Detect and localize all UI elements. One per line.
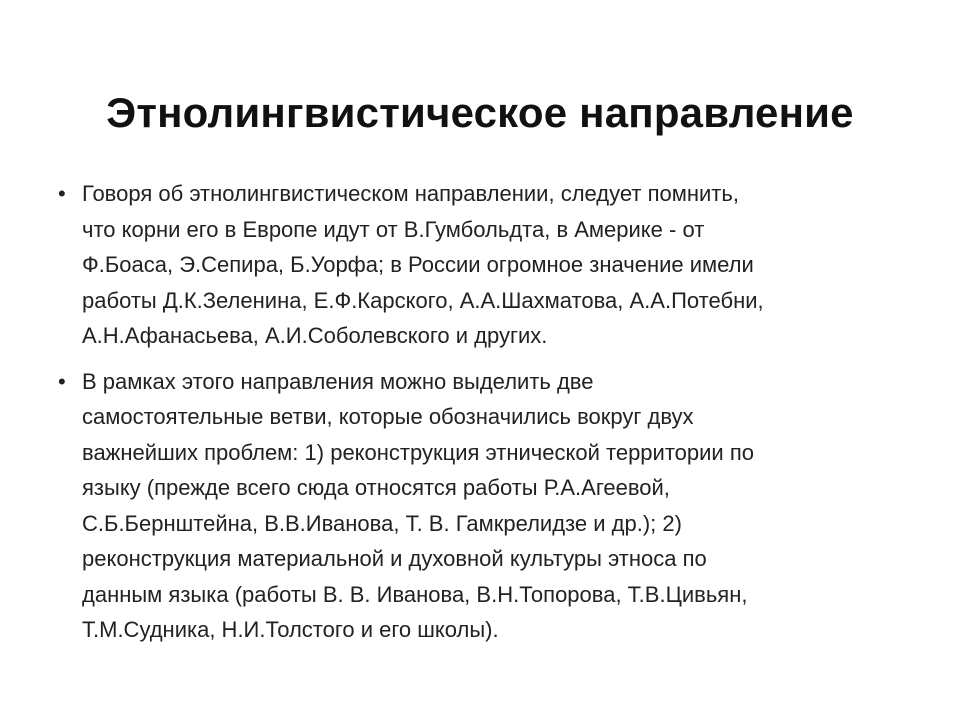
bullet-2-line-6: реконструкция материальной и духовной культуры этноса по xyxy=(82,546,707,571)
bullet-2-line-2: самостоятельные ветви, которые обозначились вокруг двух xyxy=(82,404,694,429)
bullet-1-line-5: А.Н.Афанасьева, А.И.Соболевского и других. xyxy=(82,323,548,348)
bullet-2-line-4: языку (прежде всего сюда относятся работы Р.А.Агеевой, xyxy=(82,475,670,500)
bullet-icon: • xyxy=(58,368,66,394)
bullet-2-line-5: С.Б.Бернштейна, В.В.Иванова, Т. В. Гамкрелидзе и др.); 2) xyxy=(82,510,682,536)
bullet-1-line-4: работы Д.К.Зеленина, Е.Ф.Карского, А.А.Шахматова, А.А.Потебни, xyxy=(82,287,764,313)
bullet-2-line-7: данным языка (работы В. В. Иванова, В.Н.Топорова, Т.В.Цивьян, xyxy=(82,581,748,607)
bullet-2-line-8: Т.М.Судника, Н.И.Толстого и его школы). xyxy=(82,617,499,642)
slide-title: Этнолингвистическое направление xyxy=(106,89,854,137)
bullet-item-1 xyxy=(58,176,908,354)
bullet-1-line-3: Ф.Боаса, Э.Сепира, Б.Уорфа; в России огромное значение имели xyxy=(82,252,754,277)
bullet-item-2 xyxy=(58,364,908,648)
bullet-2-line-3: важнейших проблем: 1) реконструкция этнической территории по xyxy=(82,439,754,465)
bullet-1-line-1: Говоря об этнолингвистическом направлении, следует помнить, xyxy=(82,181,739,206)
bullet-1-line-2: что корни его в Европе идут от В.Гумбольдта, в Америке - от xyxy=(82,216,705,242)
bullet-2-line-1: В рамках этого направления можно выделить две xyxy=(82,368,594,394)
slide-content xyxy=(58,176,908,658)
bullet-list xyxy=(58,176,908,648)
bullet-icon: • xyxy=(58,181,66,206)
